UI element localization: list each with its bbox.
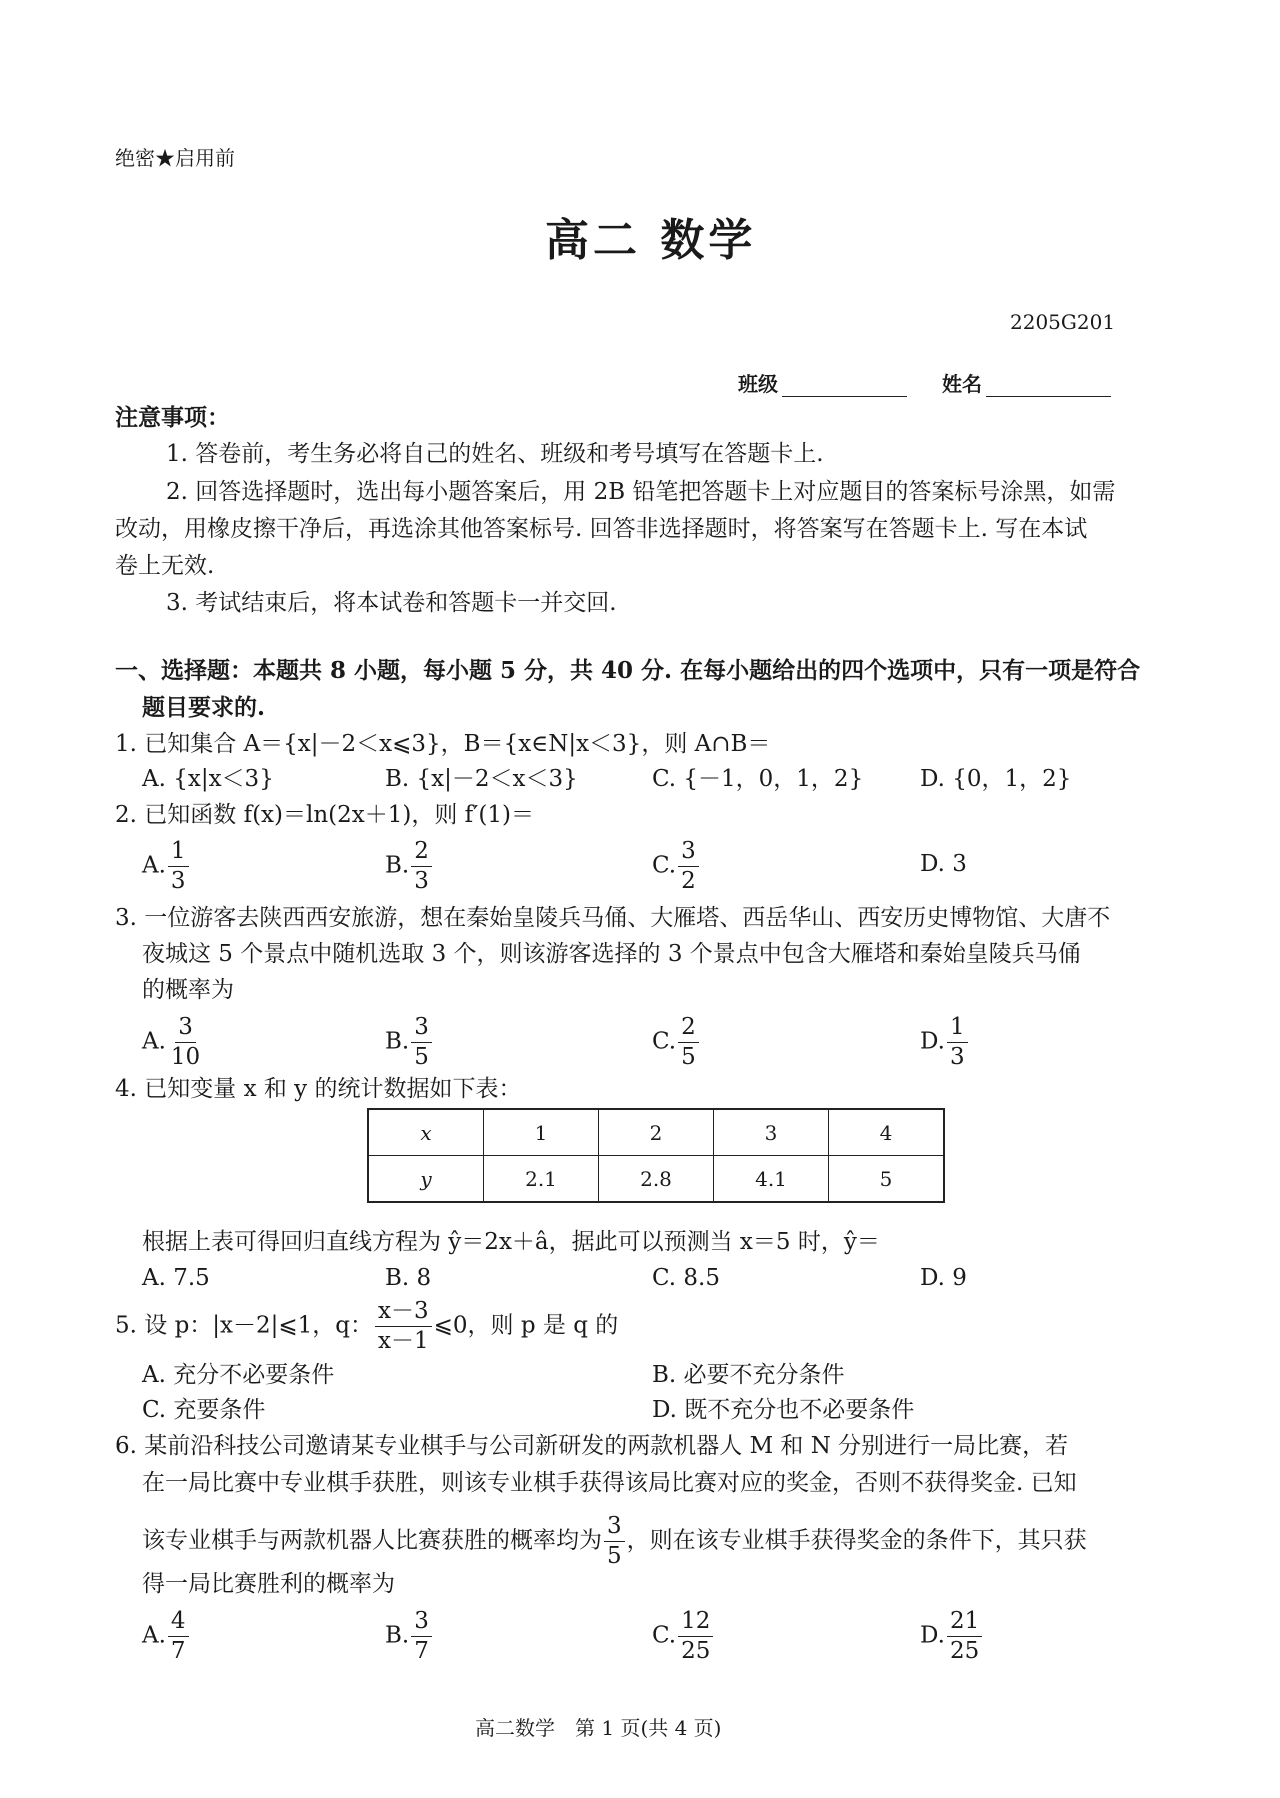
- q2-stem: 2. 已知函数 f(x)＝ln(2x＋1)，则 f′(1)＝: [115, 802, 534, 828]
- q6-option-b: B. $\frac{3}{7}$: [385, 1610, 434, 1663]
- section-heading-line-2: 题目要求的.: [142, 694, 266, 721]
- table-cell: 5: [829, 1156, 945, 1203]
- q1-option-b: B. {x|－2＜x＜3}: [385, 766, 578, 792]
- q5-stem: 5. 设 p：|x－2|⩽1，q： $\frac{x-3}{x-1}$ ⩽0，则 p 是 q 的: [115, 1298, 619, 1354]
- notice-item-1: 1. 答卷前，考生务必将自己的姓名、班级和考号填写在答题卡上.: [166, 441, 824, 467]
- q6-option-a: A. $\frac{4}{7}$: [142, 1610, 191, 1663]
- q2-option-a: A. $\frac{1}{3}$: [142, 840, 191, 893]
- page-footer: 高二数学 第 1 页(共 4 页): [475, 1716, 722, 1740]
- notice-item-2-line-3: 卷上无效.: [115, 553, 215, 579]
- table-cell: y: [368, 1156, 484, 1203]
- q5-option-a: A. 充分不必要条件: [142, 1362, 335, 1388]
- q5-option-b: B. 必要不充分条件: [652, 1362, 845, 1388]
- table-cell: 2.1: [484, 1156, 599, 1203]
- q5-option-c: C. 充要条件: [142, 1397, 266, 1423]
- q1-option-a: A. {x|x＜3}: [142, 766, 274, 792]
- q6-fraction: $\frac{3}{5}$: [604, 1515, 625, 1568]
- q4-option-a: A. 7.5: [142, 1265, 210, 1291]
- q1-option-c: C. {－1，0，1，2}: [652, 766, 864, 792]
- q4-stem: 4. 已知变量 x 和 y 的统计数据如下表：: [115, 1076, 522, 1102]
- table-row: [368, 1109, 944, 1156]
- secret-mark: 绝密★启用前: [115, 146, 235, 170]
- q4-data-table: [367, 1108, 945, 1203]
- notice-item-2-line-2: 改动，用橡皮擦干净后，再选涂其他答案标号. 回答非选择题时，将答案写在答题卡上. 写在本试: [115, 516, 1088, 542]
- q3-line-3: 的概率为: [142, 977, 234, 1003]
- q5-option-d: D. 既不充分也不必要条件: [652, 1397, 915, 1423]
- table-cell: x: [368, 1109, 484, 1156]
- q1-option-d: D. {0，1，2}: [920, 766, 1072, 792]
- exam-code: 2205G201: [1010, 310, 1116, 334]
- q6-option-c: C. $\frac{12}{25}$: [652, 1610, 715, 1663]
- q6-option-d: D. $\frac{21}{25}$: [920, 1610, 984, 1663]
- q6-line-1: 6. 某前沿科技公司邀请某专业棋手与公司新研发的两款机器人 M 和 N 分别进行一局比赛，若: [115, 1433, 1069, 1459]
- table-cell: 1: [484, 1109, 599, 1156]
- q3-line-2: 夜城这 5 个景点中随机选取 3 个，则该游客选择的 3 个景点中包含大雁塔和秦始皇陵兵马俑: [142, 941, 1081, 967]
- name-blank[interactable]: [986, 374, 1111, 397]
- notice-heading: 注意事项：: [115, 404, 230, 431]
- q2-option-c: C. $\frac{3}{2}$: [652, 840, 701, 893]
- q3-option-a: A. $\frac{3}{10}$: [142, 1014, 201, 1070]
- q3-option-c: C. $\frac{2}{5}$: [652, 1016, 701, 1069]
- q5-fraction: $\frac{x-3}{x-1}$: [375, 1300, 432, 1353]
- class-label: 班级: [738, 372, 778, 396]
- q4-line-2: 根据上表可得回归直线方程为 ŷ＝2x＋â，据此可以预测当 x＝5 时，ŷ＝: [142, 1229, 880, 1255]
- table-cell: 2.8: [599, 1156, 714, 1203]
- q4-option-d: D. 9: [920, 1265, 967, 1291]
- q3-option-b: B. $\frac{3}{5}$: [385, 1016, 434, 1069]
- class-field[interactable]: [738, 368, 907, 397]
- q4-option-c: C. 8.5: [652, 1265, 720, 1291]
- q3-line-1: 3. 一位游客去陕西西安旅游，想在秦始皇陵兵马俑、大雁塔、西岳华山、西安历史博物馆、大唐不: [115, 905, 1111, 931]
- name-label: 姓名: [942, 372, 982, 396]
- notice-item-2-line-1: 2. 回答选择题时，选出每小题答案后，用 2B 铅笔把答题卡上对应题目的答案标号涂黑，如需: [166, 479, 1116, 505]
- q3-option-d: D. $\frac{1}{3}$: [920, 1016, 970, 1069]
- q4-option-b: B. 8: [385, 1265, 432, 1291]
- q6-line-2: 在一局比赛中专业棋手获胜，则该专业棋手获得该局比赛对应的奖金，否则不获得奖金. 已知: [142, 1470, 1077, 1496]
- class-blank[interactable]: [782, 374, 907, 397]
- q2-option-d: D. 3: [920, 851, 967, 877]
- table-cell: 4: [829, 1109, 945, 1156]
- page-title: 高二 数学: [545, 215, 757, 266]
- table-cell: 3: [714, 1109, 829, 1156]
- table-row: [368, 1156, 944, 1203]
- table-cell: 4.1: [714, 1156, 829, 1203]
- q2-option-b: B. $\frac{2}{3}$: [385, 840, 434, 893]
- name-field[interactable]: [942, 368, 1111, 397]
- q6-line-3: 该专业棋手与两款机器人比赛获胜的概率均为 $\frac{3}{5}$ ，则在该专业棋手获得奖金的条件下，其只获: [142, 1513, 1087, 1569]
- table-cell: 2: [599, 1109, 714, 1156]
- notice-item-3: 3. 考试结束后，将本试卷和答题卡一并交回.: [166, 590, 617, 616]
- section-heading-line-1: 一、选择题：本题共 8 小题，每小题 5 分，共 40 分. 在每小题给出的四个选项中，只有一项是符合: [115, 657, 1141, 684]
- q6-line-4: 得一局比赛胜利的概率为: [142, 1571, 395, 1597]
- q1-stem: 1. 已知集合 A＝{x|－2＜x⩽3}，B＝{x∈N|x＜3}，则 A∩B＝: [115, 731, 771, 757]
